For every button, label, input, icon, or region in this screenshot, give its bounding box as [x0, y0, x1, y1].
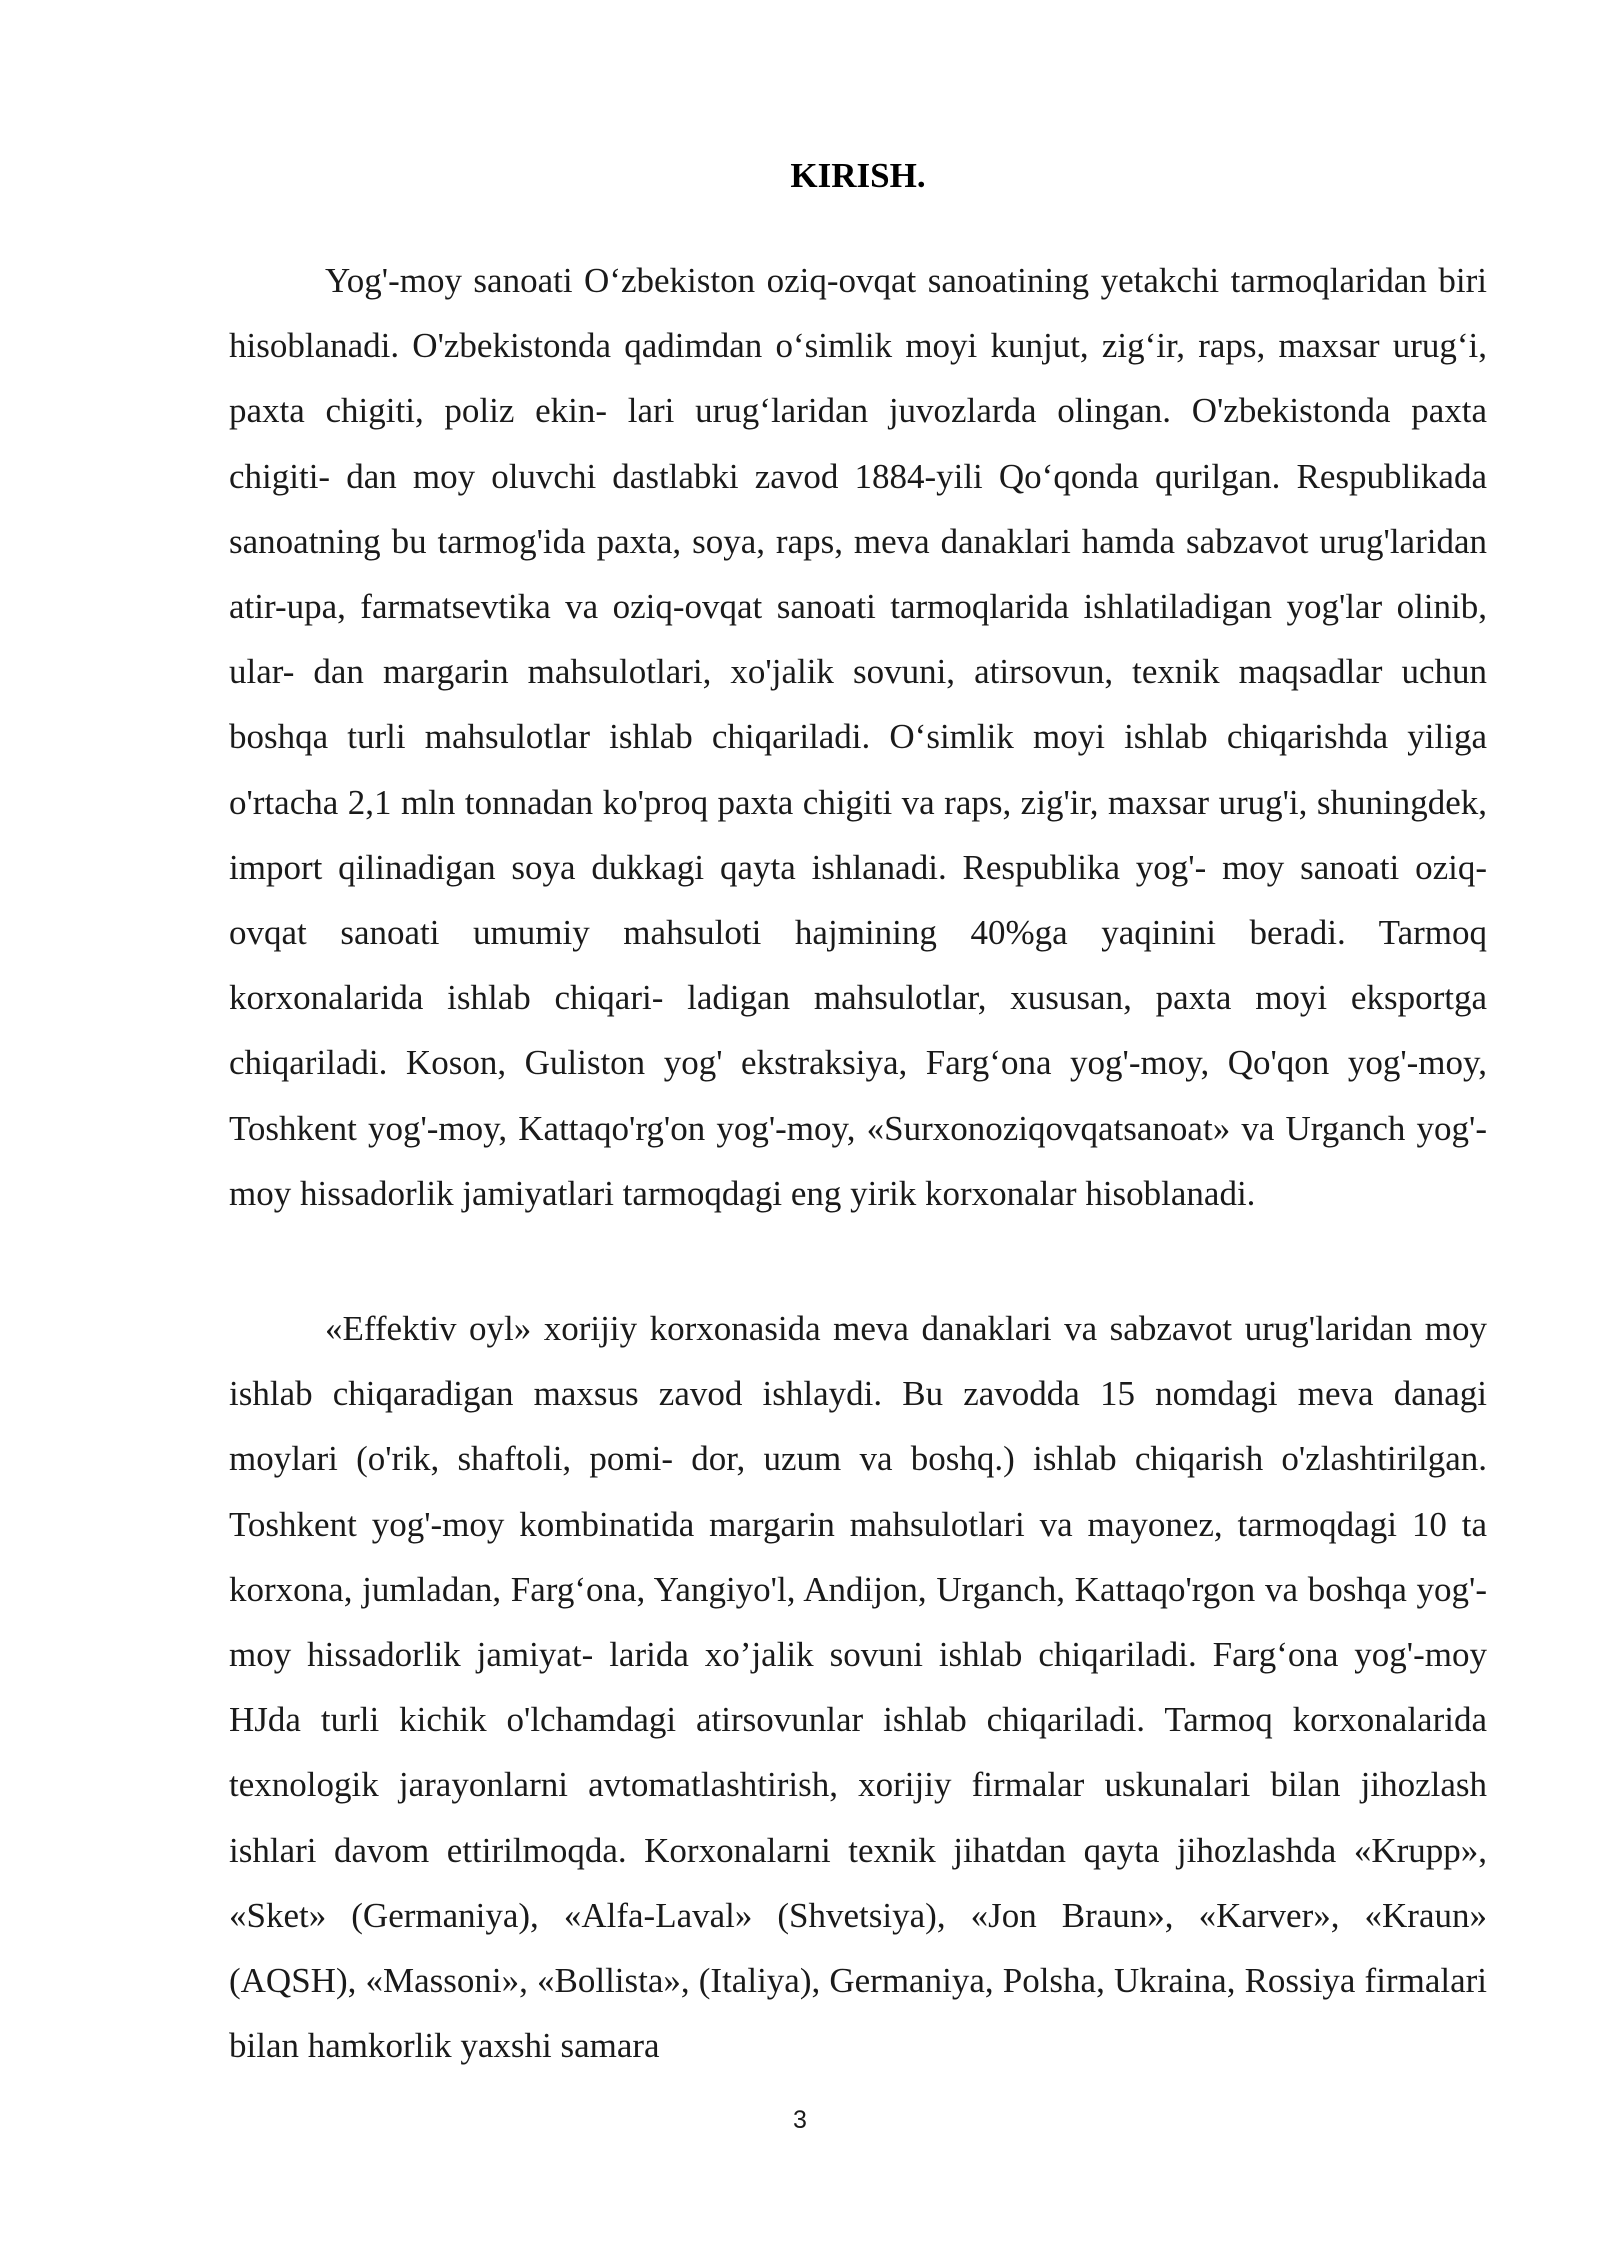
paragraph-1: Yog'-moy sanoati O‘zbekiston oziq-ovqat sanoatining yetakchi tarmoqlaridan biri hisoblanadi. O'zbekistonda qadimdan o‘simlik moyi kunjut, zig‘ir, raps, maxsar urug‘i, paxta chigiti, poliz ekin- lari urug‘laridan juvozlarda olingan. O'zbekistonda paxta chigiti- dan moy oluvchi dastlabki zavod 1884-yili Qo‘qonda qurilgan. Respublikada sanoatning bu tarmog'ida paxta, soya, raps, meva danaklari hamda sabzavot urug'laridan atir-upa, farmatsevtika va oziq-ovqat sanoati tarmoqlarida ishlatiladigan yog'lar olinib, ular- dan margarin mahsulotlari, xo'jalik sovuni, atirsovun, texnik maqsadlar uchun boshqa turli mahsulotlar ishlab chiqariladi. O‘simlik moyi ishlab chiqarishda yiliga o'rtacha 2,1 mln tonnadan ko'proq paxta chigiti va raps, zig'ir, maxsar urug'i, shuningdek, import qilinadigan soya dukkagi qayta ishlanadi. Respublika yog'- moy sanoati oziq-ovqat sanoati umumiy mahsuloti hajmining 40%ga yaqinini beradi. Tarmoq korxonalarida ishlab chiqari- ladigan mahsulotlar, xususan, paxta moyi eksportga chiqariladi. Koson, Guliston yog' ekstraksiya, Farg‘ona yog'-moy, Qo'qon yog'-moy, Toshkent yog'-moy, Kattaqo'rg'on yog'-moy, «Surxonoziqovqatsanoat» va Urganch yog'-moy hissadorlik jamiyatlari tarmoqdagi eng yirik korxonalar hisoblanadi. [229, 261, 1487, 1213]
page-number: 3 [793, 2106, 807, 2134]
paragraph-2: «Effektiv oyl» xorijiy korxonasida meva danaklari va sabzavot urug'laridan moy ishlab chiqaradigan maxsus zavod ishlaydi. Bu zavodda 15 nomdagi meva danagi moylari (o'rik, shaftoli, pomi- dor, uzum va boshq.) ishlab chiqarish o'zlashtirilgan. Toshkent yog'-moy kombinatida margarin mahsulotlari va mayonez, tarmoqdagi 10 ta korxona, jumladan, Farg‘ona, Yangiyo'l, Andijon, Urganch, Kattaqo'rgon va boshqa yog'-moy hissadorlik jamiyat- larida xo’jalik sovuni ishlab chiqariladi. Farg‘ona yog'-moy HJda turli kichik o'lchamdagi atirsovunlar ishlab chiqariladi. Tarmoq korxonalarida texnologik jarayonlarni avtomatlashtirish, xorijiy firmalar uskunalari bilan jihozlash ishlari davom ettirilmoqda. Korxonalarni texnik jihatdan qayta jihozlashda «Krupp», «Sket» (Germaniya), «Alfa-Laval» (Shvetsiya), «Jon Braun», «Karver», «Kraun» (AQSH), «Massoni», «Bollista», (Italiya), Germaniya, Polsha, Ukraina, Rossiya firmalari bilan hamkorlik yaxshi samara [229, 1309, 1487, 2066]
section-title: KIRISH. [790, 156, 926, 195]
